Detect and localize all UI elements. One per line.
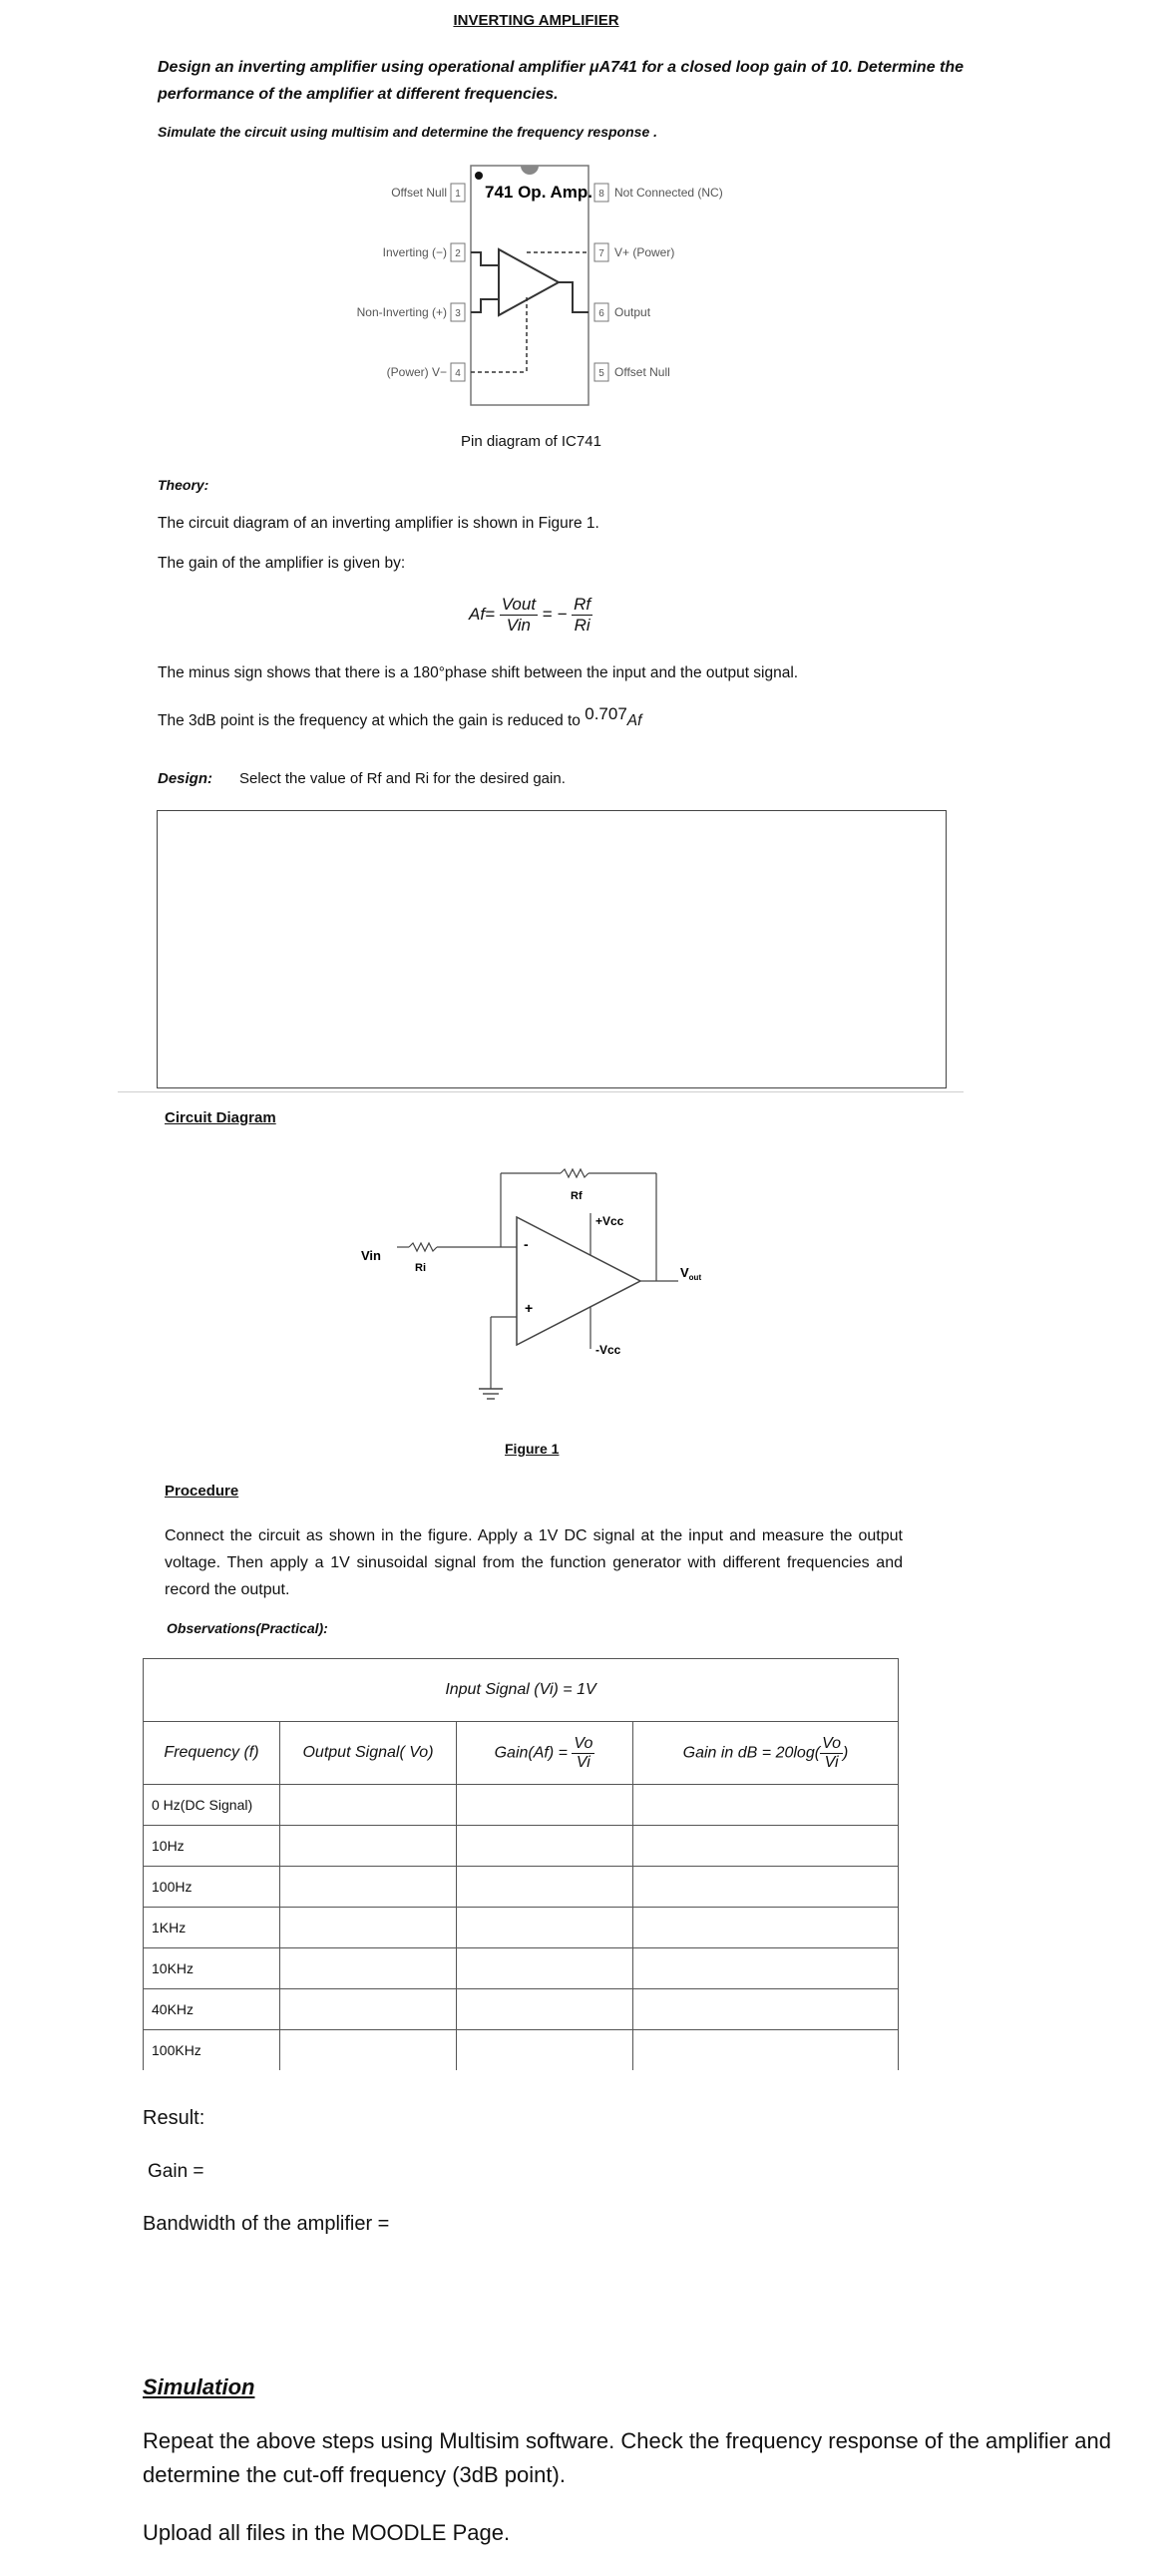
table-row: 100KHz	[144, 2030, 899, 2071]
svg-text:1: 1	[455, 189, 461, 200]
svg-text:4: 4	[455, 368, 461, 379]
design-heading: Design:	[158, 770, 213, 787]
pin-diagram-caption: Pin diagram of IC741	[461, 433, 601, 450]
inverting-sign: -	[524, 1236, 529, 1252]
gain-header: Gain(Af) = $\frac{Vo}{Vi}$	[457, 1722, 633, 1785]
divider	[118, 1091, 964, 1092]
chip-label: 741 Op. Amp.	[485, 183, 593, 202]
result-heading: Result:	[143, 2107, 205, 2129]
pin3-label: Non-Inverting (+)	[356, 305, 447, 319]
gain-formula: Af= $\frac{\text{Vout}}{\text{Vin}}$ = − $\frac{Rf}{Ri}$	[469, 595, 591, 635]
rf-label: Rf	[571, 1190, 583, 1202]
theory-line4: The 3dB point is the frequency at which the gain is reduced to 0.707Af	[158, 704, 642, 729]
pin1-dot	[475, 172, 483, 180]
design-text: Select the value of Rf and Ri for the desired gain.	[239, 770, 566, 787]
pin-diagram-ic741	[349, 158, 748, 407]
theory-line2: The gain of the amplifier is given by:	[158, 555, 406, 572]
table-row: 0 Hz(DC Signal)	[144, 1785, 899, 1826]
result-bandwidth: Bandwidth of the amplifier =	[143, 2213, 390, 2235]
pin8-label: Not Connected (NC)	[614, 186, 723, 200]
svg-text:5: 5	[598, 368, 604, 379]
frequency-header: Frequency (f)	[144, 1722, 280, 1785]
figure-caption: Figure 1	[505, 1441, 560, 1457]
theory-line3: The minus sign shows that there is a 180°phase shift between the input and the output signal.	[158, 664, 799, 681]
resistor-rf	[561, 1169, 588, 1177]
svg-text:3: 3	[455, 308, 461, 319]
observations-heading: Observations(Practical):	[167, 1620, 328, 1636]
table-row: 40KHz	[144, 1989, 899, 2030]
opamp-symbol	[517, 1217, 640, 1345]
pin2-label: Inverting (−)	[382, 245, 447, 259]
table-row: 100Hz	[144, 1867, 899, 1908]
gain-db-header: Gain in dB = 20log( $\frac{Vo}{Vi}$ )	[633, 1722, 899, 1785]
table-row: 10Hz	[144, 1826, 899, 1867]
ri-label: Ri	[415, 1262, 426, 1274]
pin6-label: Output	[614, 305, 651, 319]
pin7-label: V+ (Power)	[614, 245, 675, 259]
svg-text:2: 2	[455, 248, 461, 259]
procedure-heading: Procedure	[165, 1483, 239, 1500]
svg-text:7: 7	[598, 248, 604, 259]
inverting-amplifier-circuit	[349, 1157, 728, 1417]
svg-text:6: 6	[598, 308, 604, 319]
pin1-label: Offset Null	[391, 186, 447, 200]
simulate-note: Simulate the circuit using multisim and determine the frequency response .	[158, 124, 658, 140]
resistor-ri	[409, 1243, 437, 1251]
theory-line1: The circuit diagram of an inverting amplifier is shown in Figure 1.	[158, 515, 599, 532]
output-header: Output Signal( Vo)	[280, 1722, 457, 1785]
circuit-heading: Circuit Diagram	[165, 1109, 276, 1126]
aim-text: Design an inverting amplifier using operational amplifier μA741 for a closed loop gain of 10. Determine the performance of the amplifier at different frequencies.	[158, 59, 965, 103]
upload-instruction: Upload all files in the MOODLE Page.	[143, 2520, 511, 2545]
simulation-heading: Simulation	[143, 2374, 255, 2399]
observation-table	[143, 1658, 899, 2070]
simulation-text: Repeat the above steps using Multisim software. Check the frequency response of the amplifier and determine the cut-off frequency (3dB point).	[143, 2428, 1111, 2487]
pin4-label: (Power) V−	[386, 365, 447, 379]
design-answer-box[interactable]	[157, 810, 947, 1088]
theory-heading: Theory:	[158, 477, 209, 493]
vin-label: Vin	[361, 1248, 381, 1263]
result-gain: Gain =	[148, 2161, 204, 2182]
page-title: INVERTING AMPLIFIER	[453, 12, 619, 29]
table-row: 1KHz	[144, 1908, 899, 1948]
pin5-label: Offset Null	[614, 365, 670, 379]
svg-text:8: 8	[598, 189, 604, 200]
vcc-pos-label: +Vcc	[595, 1214, 624, 1228]
vcc-neg-label: -Vcc	[595, 1343, 621, 1357]
table-row: 10KHz	[144, 1948, 899, 1989]
vout-label: $V_{out}$	[680, 1265, 702, 1282]
procedure-text: Connect the circuit as shown in the figure. Apply a 1V DC signal at the input and measure the output voltage. Then apply a 1V sinusoidal signal from the function generator with different frequencies and record the output.	[165, 1527, 903, 1598]
input-signal-header: Input Signal (Vi) = 1V	[144, 1659, 899, 1722]
noninverting-sign: +	[525, 1300, 534, 1316]
